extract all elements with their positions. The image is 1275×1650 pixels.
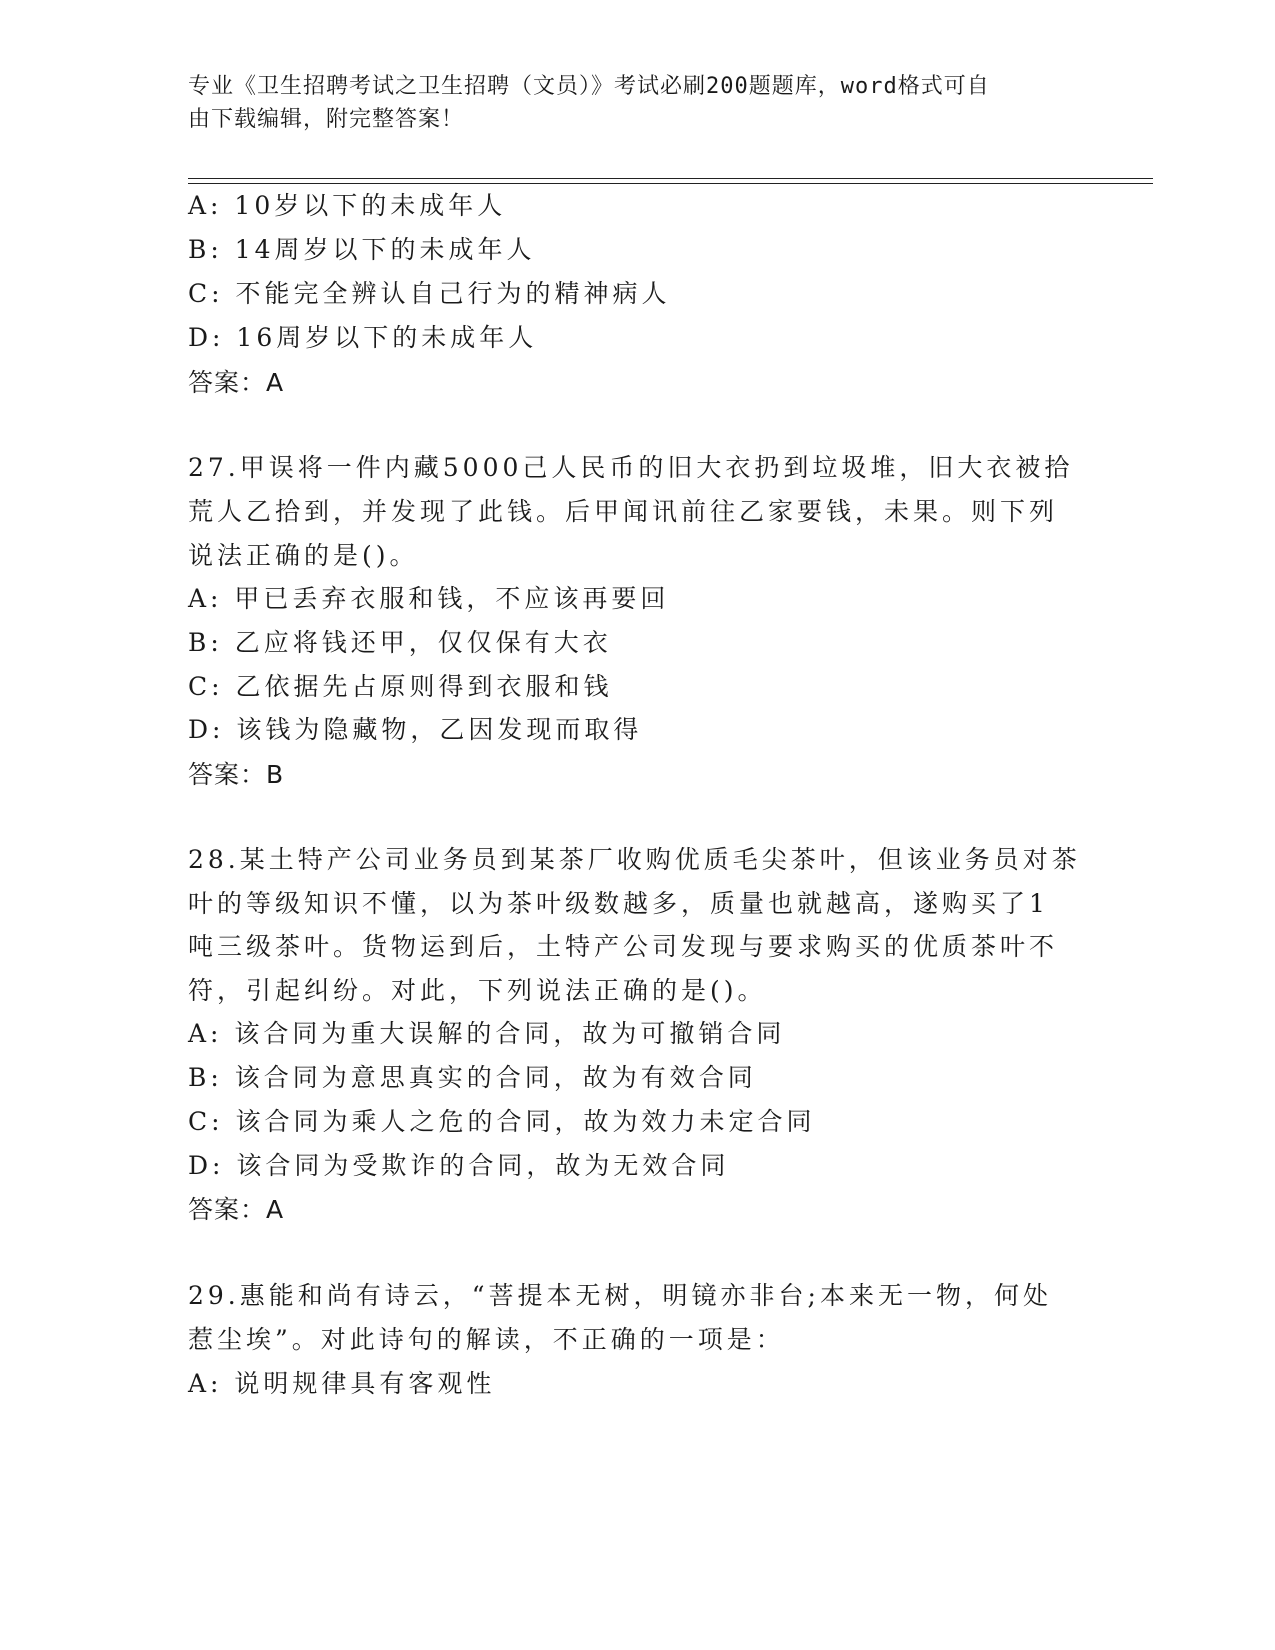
q26-answer: 答案：A [188, 368, 285, 397]
header-rule-top [188, 178, 1153, 179]
q26-option-a: A: 10岁以下的未成年人 [188, 191, 507, 220]
q26-option-d: D: 16周岁以下的未成年人 [188, 323, 538, 352]
header-title-line-1: 专业《卫生招聘考试之卫生招聘（文员）》考试必刷200题题库，word格式可自 [188, 74, 990, 99]
q28-option-b: B: 该合同为意思真实的合同，故为有效合同 [188, 1063, 757, 1092]
q28-stem-line-1: 28.某土特产公司业务员到某茶厂收购优质毛尖茶叶，但该业务员对茶 [188, 845, 1081, 874]
q28-stem-line-4: 符，引起纠纷。对此，下列说法正确的是()。 [188, 976, 767, 1005]
q27-option-d: D: 该钱为隐藏物，乙因发现而取得 [188, 715, 643, 744]
header-rule-bottom [188, 183, 1153, 184]
q28-stem-line-3: 吨三级茶叶。货物运到后，土特产公司发现与要求购买的优质茶叶不 [188, 932, 1059, 961]
q28-stem-line-2: 叶的等级知识不懂，以为茶叶级数越多，质量也就越高，遂购买了1 [188, 889, 1049, 918]
q27-answer: 答案：B [188, 760, 285, 789]
q29-option-a: A: 说明规律具有客观性 [188, 1369, 496, 1398]
q27-option-a: A: 甲已丢弃衣服和钱，不应该再要回 [188, 584, 670, 613]
q28-option-d: D: 该合同为受欺诈的合同，故为无效合同 [188, 1151, 730, 1180]
q26-option-b: B: 14周岁以下的未成年人 [188, 235, 536, 264]
q28-answer: 答案：A [188, 1195, 285, 1224]
q27-option-b: B: 乙应将钱还甲，仅仅保有大衣 [188, 628, 612, 657]
q29-stem-line-1: 29.惠能和尚有诗云，“菩提本无树，明镜亦非台;本来无一物，何处 [188, 1281, 1052, 1310]
q27-option-c: C: 乙依据先占原则得到衣服和钱 [188, 672, 613, 701]
q27-stem-line-3: 说法正确的是()。 [188, 541, 419, 570]
q26-option-c: C: 不能完全辨认自己行为的精神病人 [188, 279, 671, 308]
q27-stem-line-1: 27.甲误将一件内藏5000己人民币的旧大衣扔到垃圾堆，旧大衣被拾 [188, 453, 1074, 482]
q27-stem-line-2: 荒人乙拾到，并发现了此钱。后甲闻讯前往乙家要钱，未果。则下列 [188, 497, 1059, 526]
q28-option-a: A: 该合同为重大误解的合同，故为可撤销合同 [188, 1019, 786, 1048]
document-header [188, 70, 1068, 136]
q28-option-c: C: 该合同为乘人之危的合同，故为效力未定合同 [188, 1107, 816, 1136]
header-title-line-2: 由下载编辑，附完整答案！ [188, 107, 465, 132]
q29-stem-line-2: 惹尘埃”。对此诗句的解读，不正确的一项是： [188, 1325, 785, 1354]
